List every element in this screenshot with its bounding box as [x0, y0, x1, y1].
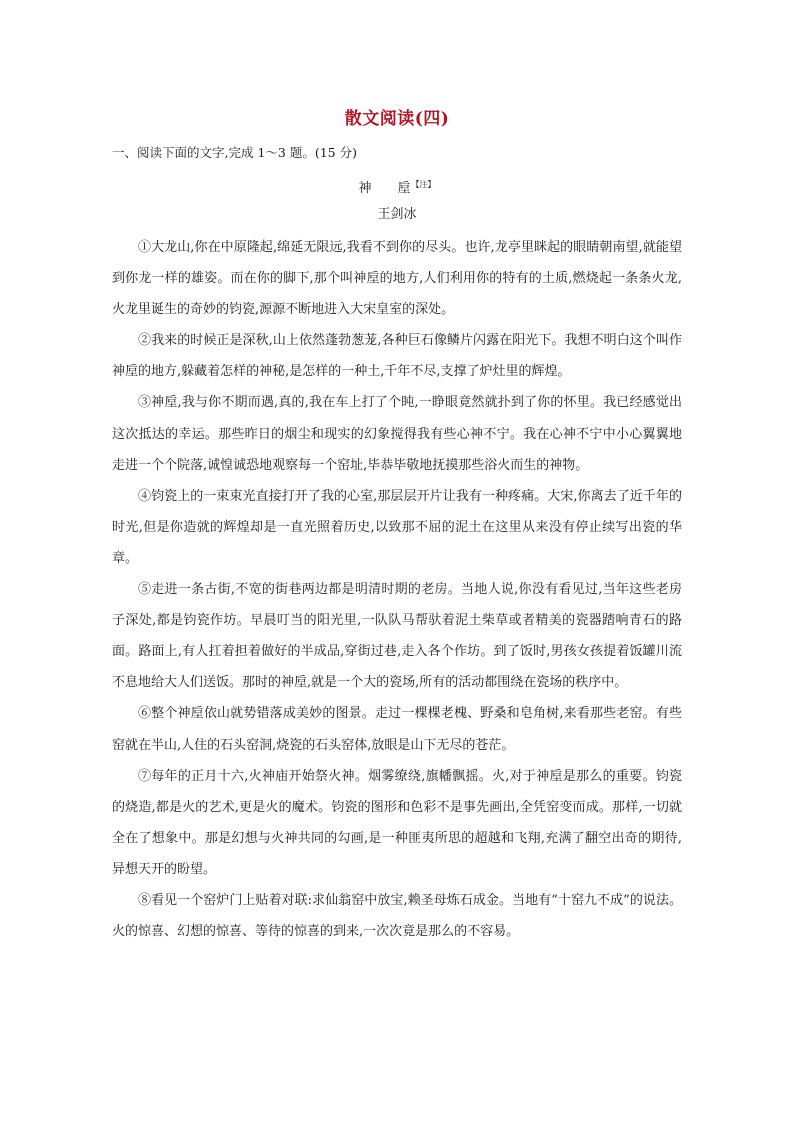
paragraph-4: ④钧瓷上的一束束光直接打开了我的心室,那层层开片让我有一种疼痛。大宋,你离去了近千年的时光,但是你造就的辉煌却是一直光照着历史,以致那不屈的泥土在这里从来没有停止续写出瓷的华章。: [112, 488, 682, 566]
essay-title-char-1: 神: [358, 181, 372, 197]
essay-title-char-2: 垕: [397, 181, 411, 197]
paragraph-1: ①大龙山,你在中原隆起,绵延无限远,我看不到你的尽头。也许,龙亭里眯起的眼睛朝南望,就能望到你龙一样的雄姿。而在你的脚下,那个叫神垕的地方,人们利用你的特有的土质,燃烧起一条条火龙,火龙里诞生的奇妙的钧瓷,源源不断地进入大宋皇室的深处。: [112, 240, 682, 318]
paragraph-6: ⑥整个神垕依山就势错落成美妙的图景。走过一棵棵老槐、野桑和皂角树,来看那些老窑。有些窑就在半山,人住的石头窑洞,烧瓷的石头窑体,放眼是山下无尽的苍茫。: [112, 706, 682, 753]
footnote-mark: 【注】: [411, 180, 436, 189]
essay-title: [0, 177, 794, 197]
page-title: 散文阅读(四): [344, 109, 450, 129]
paragraph-8: ⑧看见一个窑炉门上贴着对联:求仙翁窑中放宝,赖圣母炼石成金。当地有“十窑九不成”的说法。火的惊喜、幻想的惊喜、等待的惊喜的到来,一次次竟是那么的不容易。: [112, 892, 682, 940]
paragraph-3: ③神垕,我与你不期而遇,真的,我在车上打了个盹,一睁眼竟然就扑到了你的怀里。我已经感觉出这次抵达的幸运。那些昨日的烟尘和现实的幻象搅得我有些心神不宁。我在心神不宁中小心翼翼地走进一个个院落,诚惶诚恐地观察每一个窑址,毕恭毕敬地抚摸那些浴火而生的神物。: [112, 395, 682, 473]
paragraph-2: ②我来的时候正是深秋,山上依然蓬勃葱茏,各种巨石像鳞片闪露在阳光下。我想不明白这个叫作神垕的地方,躲藏着怎样的神秘,是怎样的一种土,千年不尽,支撑了炉灶里的辉煌。: [112, 333, 682, 380]
section-heading: 一、阅读下面的文字,完成 1～3 题。(15 分): [112, 145, 357, 160]
paragraph-5: ⑤走进一条古街,不宽的街巷两边都是明清时期的老房。当地人说,你没有看见过,当年这些老房子深处,都是钧瓷作坊。早晨叮当的阳光里,一队队马帮驮着泥土柴草或者精美的瓷器踏响青石的路面。路面上,有人扛着担着做好的半成品,穿街过巷,走入各个作坊。到了饭时,男孩女孩提着饭罐川流不息地给大人们送饭。那时的神垕,就是一个大的瓷场,所有的活动都围绕在瓷场的秩序中。: [112, 582, 682, 691]
essay-body: [112, 232, 682, 947]
paragraph-7: ⑦每年的正月十六,火神庙开始祭火神。烟雾缭绕,旗幡飘摇。火,对于神垕是那么的重要。钧瓷的烧造,都是火的艺术,更是火的魔术。钧瓷的图形和色彩不是事先画出,全凭窑变而成。那样,一切就全在了想象中。那是幻想与火神共同的勾画,是一种匪夷所思的超越和飞翔,充满了翻空出奇的期待,异想天开的盼望。: [112, 768, 682, 877]
essay-author: 王剑冰: [377, 207, 417, 222]
